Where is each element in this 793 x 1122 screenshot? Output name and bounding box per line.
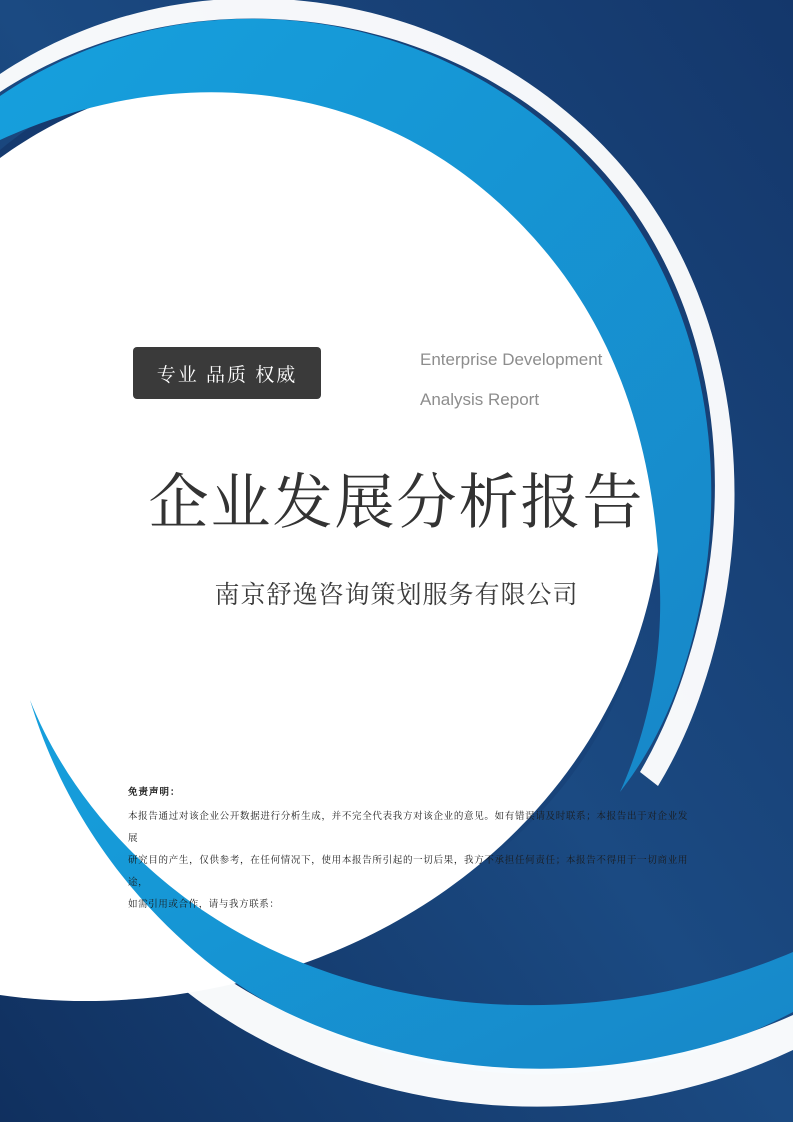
english-title-line1: Enterprise Development [420, 350, 603, 369]
disclaimer-title: 免责声明： [128, 788, 181, 798]
company-name: 南京舒逸咨询策划服务有限公司 [214, 581, 579, 609]
disclaimer [128, 782, 688, 916]
disclaimer-line-1: 本报告通过对该企业公开数据进行分析生成，并不完全代表我方对该企业的意见。如有错误请及时联系；本报告出于对企业发展 [128, 812, 688, 844]
disclaimer-line-2: 研究目的产生，仅供参考，在任何情况下，使用本报告所引起的一切后果，我方不承担任何责任；本报告不得用于一切商业用途， [128, 856, 688, 888]
english-title [420, 340, 720, 420]
page-title: 企业发展分析报告 [148, 469, 645, 536]
disclaimer-line-3: 如需引用或合作，请与我方联系： [128, 900, 280, 910]
disclaimer-body [128, 806, 688, 916]
quality-badge: 专业 品质 权威 [133, 347, 321, 399]
english-title-line2: Analysis Report [420, 390, 540, 409]
